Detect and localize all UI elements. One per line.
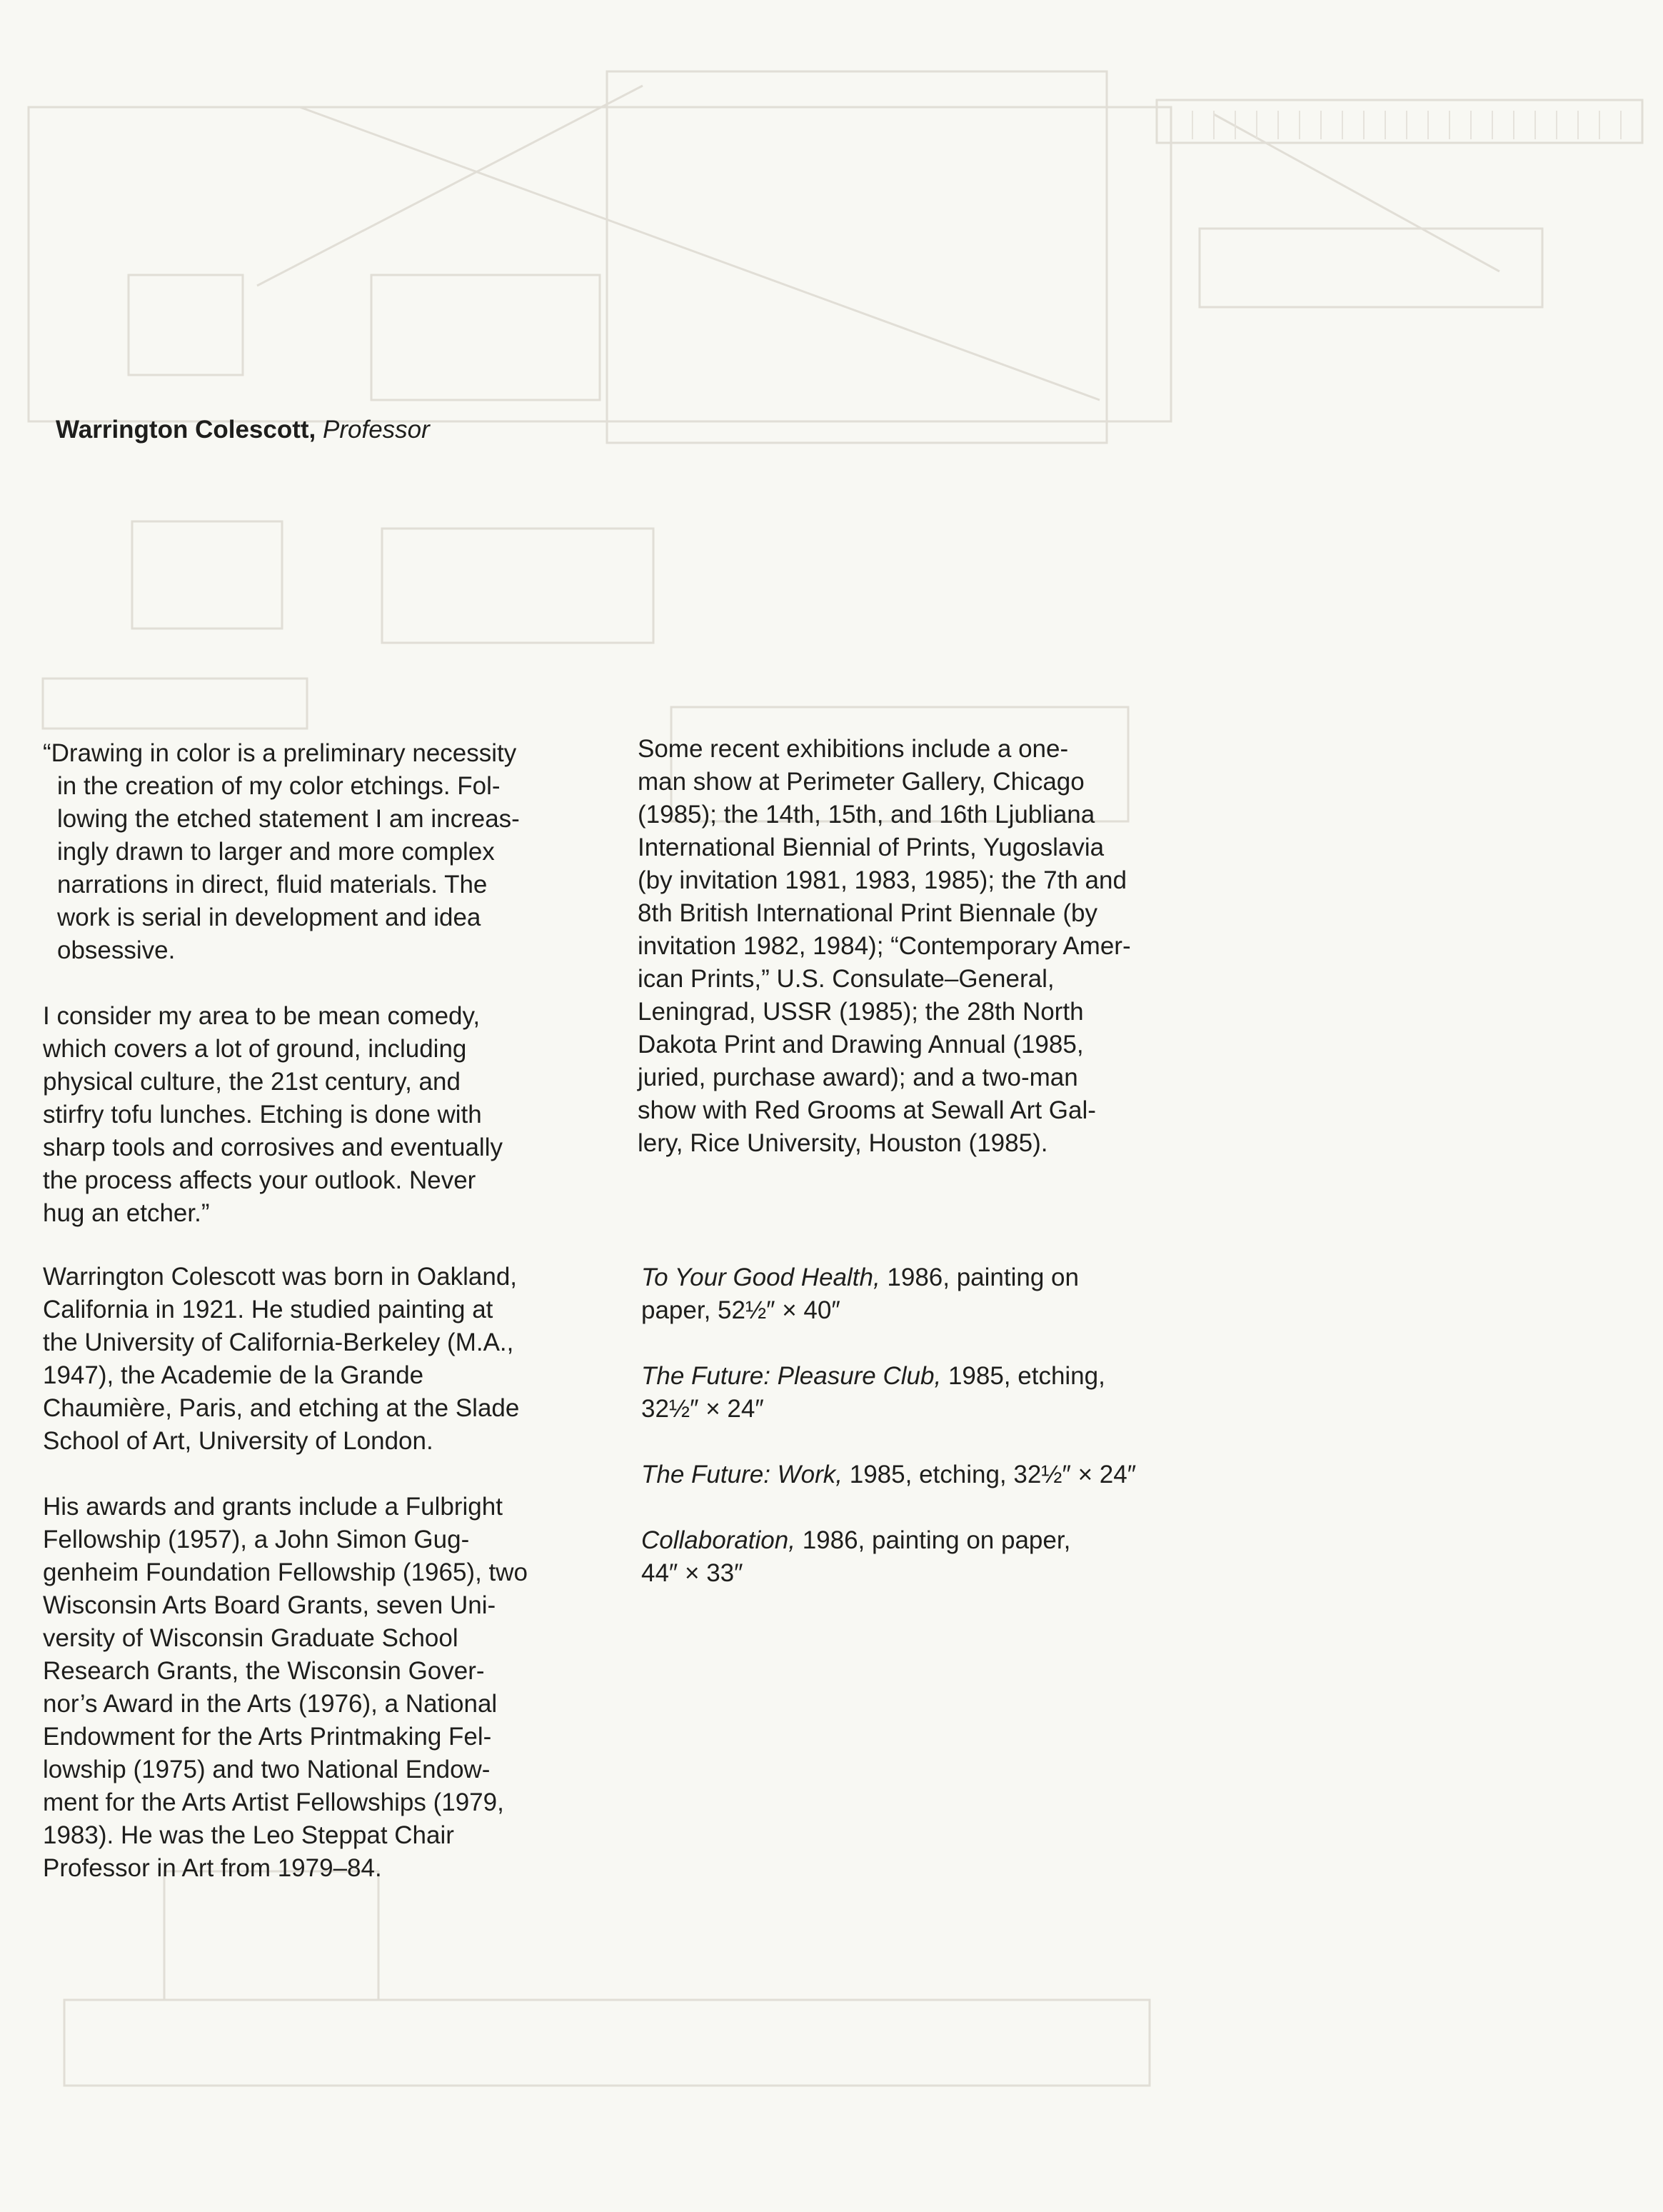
artwork-caption — [641, 1458, 1198, 1491]
right-column — [638, 733, 1195, 1160]
artwork-caption — [641, 1524, 1198, 1590]
left-column — [43, 737, 614, 1885]
artwork-title: The Future: Pleasure Club, — [641, 1362, 942, 1390]
artwork-caption — [641, 1261, 1198, 1327]
artist-header — [56, 413, 430, 447]
artwork-details: 1986, painting on paper, 52½″ × 40″ — [641, 1263, 1079, 1324]
artist-statement-paragraph-1: “Drawing in color is a preliminary necessity in the creation of my color etchings. Fol- lowing the etched statement I am increas- ingly drawn to larger and more complex narrations in direct, fluid materials. The work is serial in development and idea obsessive. — [43, 739, 520, 964]
artist-statement-paragraph-2: I consider my area to be mean comedy, which covers a lot of ground, including physical culture, the 21st century, and stirfry tofu lunches. Etching is done with sharp tools and corrosives and eventually the process affects your outlook. Never hug an etcher.” — [43, 1002, 503, 1227]
artwork-title: The Future: Work, — [641, 1461, 843, 1488]
artwork-details: 1986, painting on paper, 44″ × 33″ — [641, 1526, 1071, 1587]
artwork-captions — [641, 1261, 1198, 1590]
artwork-details: 1985, etching, 32½″ × 24″ — [641, 1362, 1105, 1423]
awards-paragraph: His awards and grants include a Fulbright Fellowship (1957), a John Simon Gug- genheim Foundation Fellowship (1965), two Wisconsin Arts Board Grants, seven Uni- versity of Wisconsin Graduate School Research Grants, the Wisconsin Gover- nor’s Award in the Arts (1976), a National Endowment for the Arts Printmaking Fel- lowship (1975) and two National Endow- ment for the Arts Artist Fellowships (1979, 1983). He was the Leo Steppat Chair Professor in Art from 1979–84. — [43, 1493, 528, 1882]
artwork-title: To Your Good Health, — [641, 1263, 880, 1291]
biography-paragraph: Warrington Colescott was born in Oakland, California in 1921. He studied painting at the University of California-Berkeley (M.A., 1947), the Academie de la Grande Chaumière, Paris, and etching at the Slade School of Art, University of London. — [43, 1263, 520, 1455]
artwork-caption — [641, 1360, 1198, 1426]
artwork-title: Collaboration, — [641, 1526, 795, 1554]
artwork-details: 1985, etching, 32½″ × 24″ — [843, 1461, 1137, 1488]
exhibitions-paragraph: Some recent exhibitions include a one- man show at Perimeter Gallery, Chicago (1985); the 14th, 15th, and 16th Ljubliana International Biennial of Prints, Yugoslavia (by invitation 1981, 1983, 1985); the 7th and 8th British International Print Biennale (by invitation 1982, 1984); “Contemporary Amer- ican Prints,” U.S. Consulate–General, Leningrad, USSR (1985); the 28th North Dakota Print and Drawing Annual (1985, juried, purchase award); and a two-man show with Red Grooms at Sewall Art Gal- lery, Rice University, Houston (1985). — [638, 735, 1131, 1157]
artist-name: Warrington Colescott, — [56, 416, 316, 444]
artist-role: Professor — [323, 416, 430, 444]
